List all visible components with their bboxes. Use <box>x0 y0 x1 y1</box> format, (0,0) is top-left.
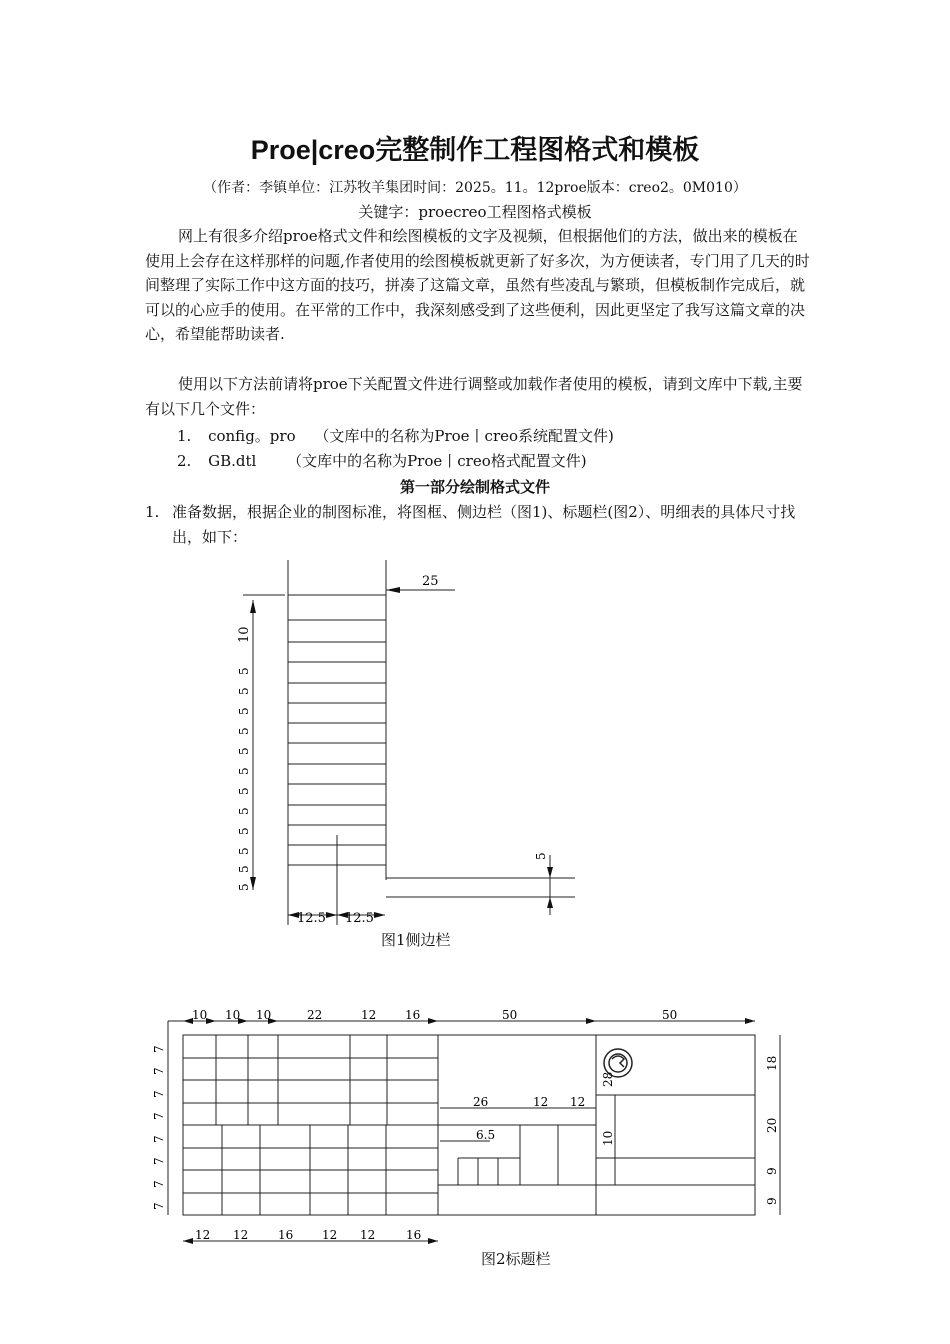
dim-label: 5 <box>237 847 251 855</box>
step-item <box>145 500 810 549</box>
file-name: config。pro <box>208 427 296 445</box>
file-description: （文库中的名称为Proe丨creo系统配置文件) <box>314 427 614 445</box>
prep-text: 使用以下方法前请将proe下关配置文件进行调整或加载作者使用的模板，请到文库中下载,主要有以下几个文件： <box>145 375 803 418</box>
dim-label: 7 <box>152 1045 166 1053</box>
dim-label: 12 <box>195 1228 211 1242</box>
dim-label: 28 <box>601 1071 615 1087</box>
dim-label: 26 <box>473 1095 489 1109</box>
dim-label: 18 <box>765 1055 779 1071</box>
dim-label: 6.5 <box>476 1128 496 1142</box>
dim-label: 5 <box>237 827 251 835</box>
file-name: GB.dtl <box>208 452 257 470</box>
dim-label: 7 <box>152 1067 166 1075</box>
step-number: 1. <box>145 503 160 521</box>
intro-paragraph <box>145 224 810 347</box>
dim-label: 25 <box>422 574 439 589</box>
intro-text: 网上有很多介绍proe格式文件和绘图模板的文字及视频，但根据他们的方法，做出来的模板在使用上会存在这样那样的问题,作者使用的绘图模板就更新了好多次，为方便读者，专门用了几天的时间整理了实际工作中这方面的技巧，拼凑了这篇文章，虽然有些凌乱与繁琐，但模板制作完成后，就可以的心应手的使用。在平常的工作中，我深刻感受到了这些便利，因此更坚定了我写这篇文章的决心，希望能帮助读者. <box>145 227 810 343</box>
dim-label: 5 <box>237 767 251 775</box>
dim-label: 16 <box>406 1228 422 1242</box>
dim-label: 10 <box>601 1130 615 1146</box>
list-number: 2. <box>177 452 192 470</box>
keywords-line: 关键字：proecreo工程图格式模板 <box>358 203 592 221</box>
dim-label: 22 <box>307 1008 323 1022</box>
dim-label: 10 <box>237 626 252 643</box>
dim-label: 50 <box>662 1008 678 1022</box>
file-list-item <box>177 425 614 446</box>
author-line: （作者：李镇单位：江苏牧羊集团时间：2025。11。12proe版本：creo2。0M010） <box>203 180 747 196</box>
dim-label: 16 <box>405 1008 421 1022</box>
dim-label: 7 <box>152 1202 166 1210</box>
dim-label: 12 <box>322 1228 338 1242</box>
dim-label: 50 <box>502 1008 518 1022</box>
dim-label: 5 <box>237 667 251 675</box>
dim-label: 7 <box>152 1157 166 1165</box>
dim-label: 12 <box>570 1095 586 1109</box>
list-number: 1. <box>177 427 192 445</box>
file-description: （文库中的名称为Proe丨creo格式配置文件) <box>287 452 587 470</box>
dim-label: 9 <box>765 1197 779 1205</box>
dim-label: 5 <box>237 883 251 891</box>
dim-label: 5 <box>237 807 251 815</box>
dim-label: 7 <box>152 1180 166 1188</box>
step-text: 准备数据，根据企业的制图标准，将图框、侧边栏（图1)、标题栏(图2）、明细表的具体尺寸找出，如下： <box>172 503 796 546</box>
dim-label: 7 <box>152 1090 166 1098</box>
dim-label: 5 <box>237 747 251 755</box>
figure2-title-block-drawing <box>150 1003 798 1248</box>
dim-label: 7 <box>152 1112 166 1120</box>
dim-label: 20 <box>765 1117 779 1133</box>
dim-label: 12 <box>233 1228 249 1242</box>
file-list-item <box>177 450 587 471</box>
dim-label: 5 <box>237 787 251 795</box>
dim-label: 12.5 <box>345 911 374 926</box>
dim-label: 10 <box>192 1008 208 1022</box>
document-title: Proe|creo完整制作工程图格式和模板 <box>250 135 700 165</box>
figure2-caption: 图2标题栏 <box>481 1250 551 1268</box>
dim-label: 7 <box>152 1135 166 1143</box>
dim-label: 5 <box>534 852 548 860</box>
dim-label: 12 <box>361 1008 377 1022</box>
dim-label: 12.5 <box>297 911 326 926</box>
dim-label: 12 <box>360 1228 376 1242</box>
dim-label: 10 <box>225 1008 241 1022</box>
figure1-sidebar-drawing <box>225 555 585 930</box>
dim-label: 5 <box>237 727 251 735</box>
dim-label: 5 <box>237 687 251 695</box>
dim-label: 5 <box>237 865 251 873</box>
section-heading: 第一部分绘制格式文件 <box>399 478 550 496</box>
dim-label: 10 <box>256 1008 272 1022</box>
dim-label: 16 <box>278 1228 294 1242</box>
dim-label: 9 <box>765 1167 779 1175</box>
dim-label: 12 <box>533 1095 549 1109</box>
dim-label: 5 <box>237 707 251 715</box>
figure1-caption: 图1侧边栏 <box>381 931 451 949</box>
prep-paragraph <box>145 372 810 421</box>
